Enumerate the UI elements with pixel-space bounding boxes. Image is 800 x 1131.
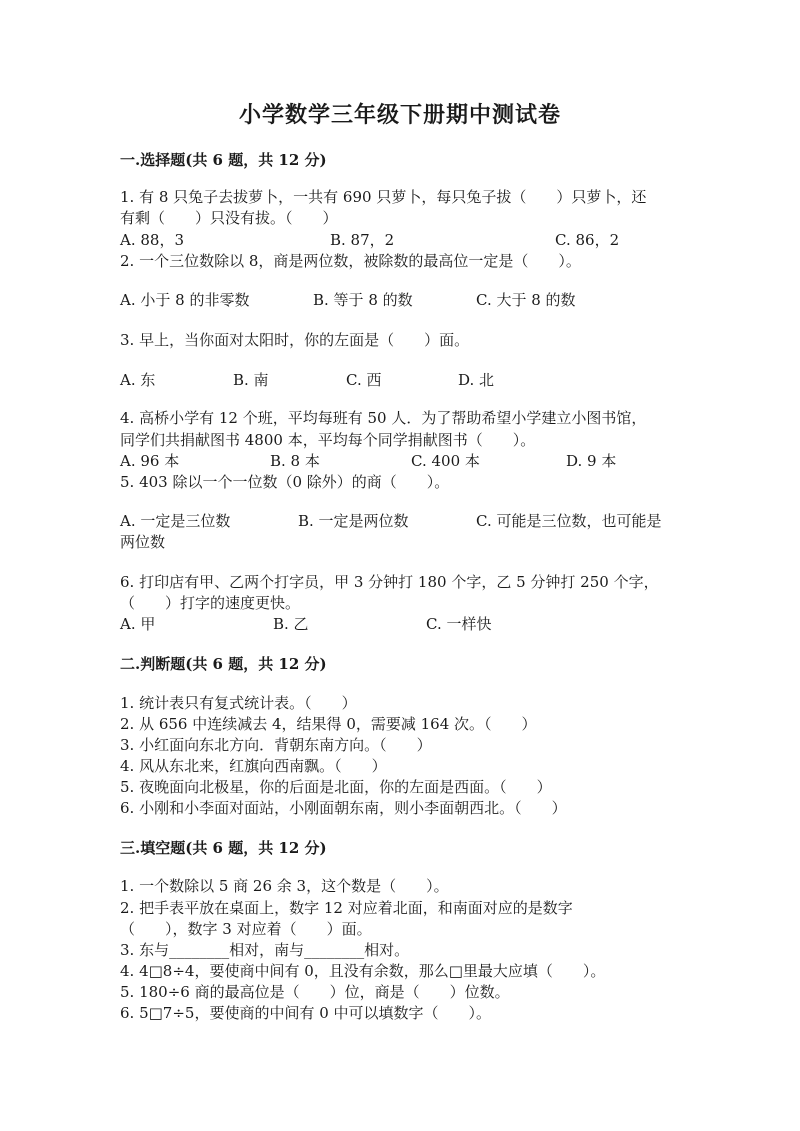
question-4-option-b: B. 8 本: [270, 452, 320, 470]
question-1-line-1: 1. 有 8 只兔子去拔萝卜，一共有 690 只萝卜，每只兔子拔（ ）只萝卜，还: [120, 188, 647, 206]
question-6-option-a: A. 甲: [120, 615, 156, 633]
question-1-line-2: 有剩（ ）只没有拔。（ ）: [120, 209, 338, 227]
question-5-option-b: B. 一定是两位数: [298, 512, 409, 530]
question-2-option-b: B. 等于 8 的数: [313, 291, 413, 309]
question-3-option-d: D. 北: [458, 371, 495, 389]
judgement-item-2: 2. 从 656 中连续减去 4，结果得 0，需要减 164 次。（ ）: [120, 715, 537, 733]
page-title: 小学数学三年级下册期中测试卷: [238, 102, 561, 128]
fill-blank-line-4: 3. 东与________相对，南与________相对。: [120, 941, 410, 959]
question-3-option-a: A. 东: [120, 371, 156, 389]
question-5-line-1: 5. 403 除以一个一位数（0 除外）的商（ ）。: [120, 473, 450, 491]
judgement-item-1: 1. 统计表只有复式统计表。（ ）: [120, 694, 357, 712]
question-6-option-c: C. 一样快: [426, 615, 492, 633]
question-5-option-c-wrap: 两位数: [120, 533, 166, 551]
question-6-option-b: B. 乙: [273, 615, 309, 633]
fill-blank-line-2: 2. 把手表平放在桌面上，数字 12 对应着北面，和南面对应的是数字: [120, 899, 573, 917]
judgement-item-5: 5. 夜晚面向北极星，你的后面是北面，你的左面是西面。（ ）: [120, 778, 552, 796]
question-1-option-c: C. 86，2: [555, 231, 620, 249]
question-4-line-2: 同学们共捐献图书 4800 本，平均每个同学捐献图书（ ）。: [120, 431, 536, 449]
question-5-option-c: C. 可能是三位数，也可能是: [476, 512, 662, 530]
section-heading-judgement: 二.判断题(共 6 题，共 12 分): [120, 655, 327, 673]
question-3-option-b: B. 南: [233, 371, 269, 389]
fill-blank-line-6: 5. 180÷6 商的最高位是（ ）位，商是（ ）位数。: [120, 983, 510, 1001]
question-3-line-1: 3. 早上，当你面对太阳时，你的左面是（ ）面。: [120, 331, 470, 349]
question-1-option-a: A. 88，3: [120, 231, 184, 249]
question-6-line-2: （ ）打字的速度更快。: [120, 594, 301, 612]
fill-blank-line-3: （ ），数字 3 对应着（ ）面。: [120, 920, 372, 938]
question-2-option-c: C. 大于 8 的数: [476, 291, 576, 309]
section-heading-choice: 一.选择题(共 6 题，共 12 分): [120, 151, 327, 169]
question-4-option-d: D. 9 本: [566, 452, 617, 470]
question-4-option-c: C. 400 本: [411, 452, 480, 470]
judgement-item-6: 6. 小刚和小李面对面站，小刚面朝东南，则小李面朝西北。（ ）: [120, 799, 567, 817]
question-4-option-a: A. 96 本: [120, 452, 180, 470]
fill-blank-line-1: 1. 一个数除以 5 商 26 余 3，这个数是（ ）。: [120, 877, 449, 895]
fill-blank-line-7: 6. 5□7÷5，要使商的中间有 0 中可以填数字（ ）。: [120, 1004, 492, 1022]
question-3-option-c: C. 西: [346, 371, 382, 389]
fill-blank-line-5: 4. 4□8÷4，要使商中间有 0，且没有余数，那么□里最大应填（ ）。: [120, 962, 606, 980]
judgement-item-4: 4. 风从东北来，红旗向西南飘。（ ）: [120, 757, 387, 775]
question-6-line-1: 6. 打印店有甲、乙两个打字员，甲 3 分钟打 180 个字，乙 5 分钟打 250 个字，: [120, 573, 659, 591]
section-heading-fill-blank: 三.填空题(共 6 题，共 12 分): [120, 839, 327, 857]
question-5-option-a: A. 一定是三位数: [120, 512, 231, 530]
judgement-item-3: 3. 小红面向东北方向．背朝东南方向。（ ）: [120, 736, 432, 754]
question-4-line-1: 4. 高桥小学有 12 个班，平均每班有 50 人．为了帮助希望小学建立小图书馆，: [120, 409, 647, 427]
question-2-option-a: A. 小于 8 的非零数: [120, 291, 250, 309]
question-2-line-1: 2. 一个三位数除以 8，商是两位数，被除数的最高位一定是（ ）。: [120, 252, 581, 270]
question-1-option-b: B. 87，2: [330, 231, 395, 249]
